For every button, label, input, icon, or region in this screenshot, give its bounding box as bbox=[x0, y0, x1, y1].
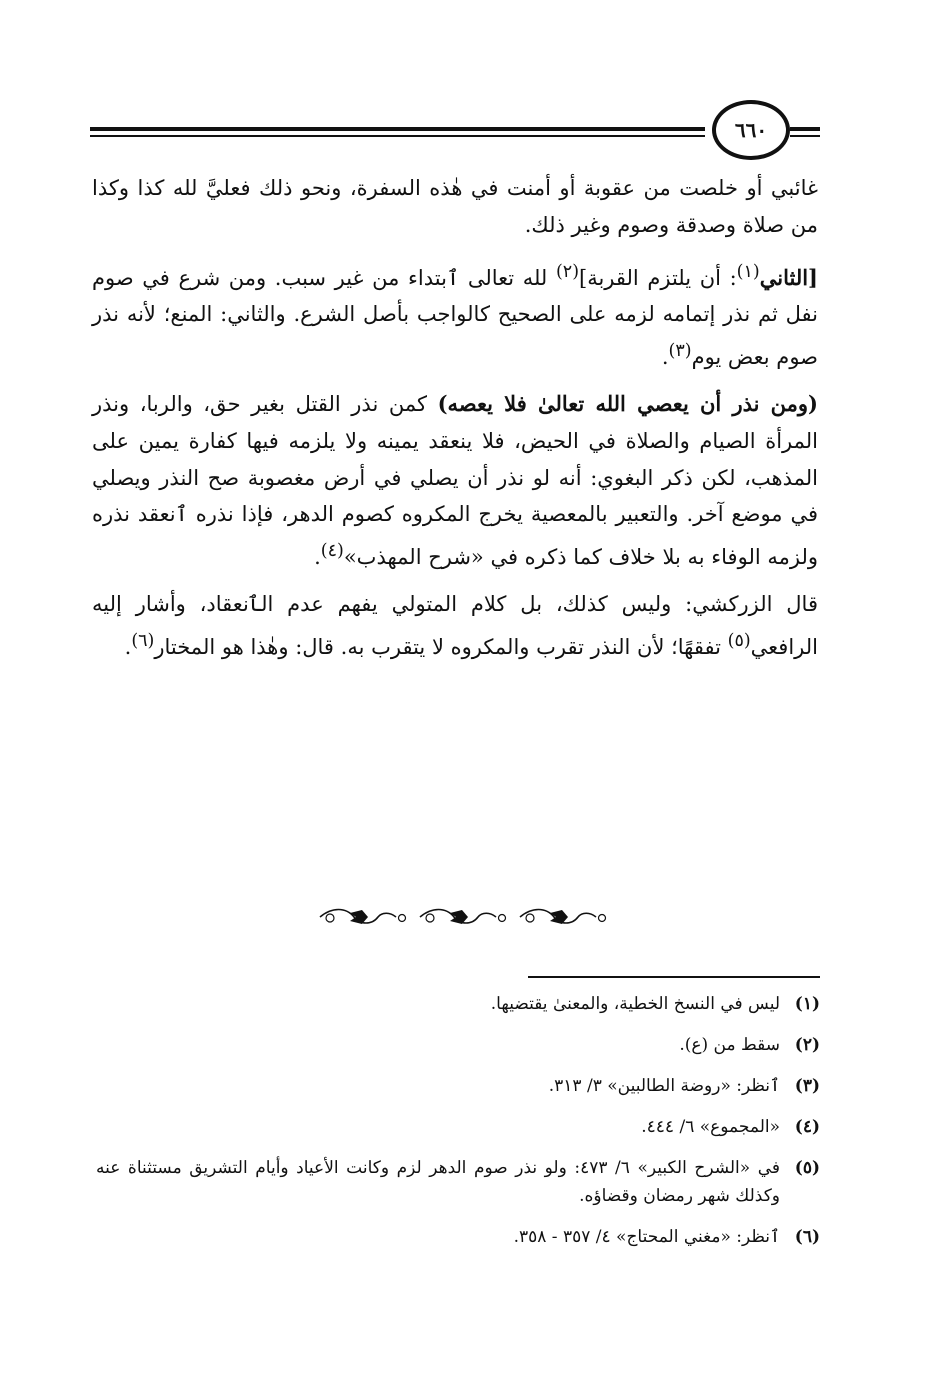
footnote-item bbox=[96, 1154, 820, 1210]
footnote-text: «المجموع» ٦/ ٤٤٤. bbox=[641, 1117, 780, 1137]
footnote-ref-5: (٥) bbox=[727, 630, 751, 651]
footnote-text: ٱنظر: «روضة الطالبين» ٣/ ٣١٣. bbox=[548, 1076, 780, 1096]
footnote-number: (٢) bbox=[794, 1035, 820, 1055]
footnote-text: ٱنظر: «مغني المحتاج» ٤/ ٣٥٧ - ٣٥٨. bbox=[513, 1227, 780, 1247]
paragraph-4 bbox=[92, 586, 818, 666]
footnote-number: (٥) bbox=[794, 1158, 820, 1178]
footnote-number: (١) bbox=[794, 994, 820, 1014]
header-rule-thin bbox=[90, 135, 705, 137]
footnote-number: (٦) bbox=[794, 1227, 820, 1247]
paragraph-1-text: غائبي أو خلصت من عقوبة أو أمنت في هٰذه السفرة، ونحو ذلك فعليَّ لله كذا وكذا من صلاة وصدقة وصوم وغير ذلك. bbox=[92, 176, 818, 237]
footnote-ref-1: (١) bbox=[736, 261, 760, 282]
footnote-item bbox=[96, 1113, 820, 1141]
footnote-ref-2: (٢) bbox=[555, 261, 580, 282]
paragraph-4-b: تفقهًا؛ لأن النذر تقرب والمكروه لا يتقرب به. قال: وهٰذا هو المختار bbox=[154, 634, 728, 659]
header-rule-right-thick bbox=[790, 127, 820, 131]
footnote-item bbox=[96, 990, 820, 1018]
footnote-text: سقط من (ع). bbox=[679, 1035, 780, 1055]
paragraph-3 bbox=[92, 386, 818, 576]
page-header bbox=[90, 100, 820, 164]
footnote-item bbox=[96, 1072, 820, 1100]
paragraph-3-label: (ومن نذر أن يعصي الله تعالىٰ فلا يعصه) bbox=[437, 390, 818, 416]
header-rule-right-thin bbox=[790, 135, 820, 137]
page-number: ٦٦٠ bbox=[712, 100, 790, 160]
footnote-ref-3: (٣) bbox=[668, 341, 692, 362]
footnote-number: (٣) bbox=[794, 1076, 820, 1096]
footnote-text: في «الشرح الكبير» ٦/ ٤٧٣: ولو نذر صوم الدهر لزم وكانت الأعياد وأيام التشريق مستثناة عنه وكذلك شهر رمضان وقضاؤه. bbox=[96, 1158, 781, 1206]
footnote-number: (٤) bbox=[794, 1117, 820, 1137]
paragraph-3-final: . bbox=[314, 545, 321, 570]
footnote-ref-4: (٤) bbox=[320, 541, 344, 562]
paragraph-2-final: . bbox=[661, 345, 669, 370]
main-body-text bbox=[92, 170, 818, 676]
footnote-text: ليس في النسخ الخطية، والمعنىٰ يقتضيها. bbox=[490, 994, 780, 1014]
footnote-ref-6: (٦) bbox=[131, 630, 155, 651]
decorative-ornament bbox=[312, 902, 612, 932]
footnote-item bbox=[96, 1031, 820, 1059]
paragraph-2-label: [الثاني bbox=[759, 264, 818, 290]
paragraph-2-mid: : أن يلتزم القربة] bbox=[579, 265, 737, 290]
footnotes bbox=[96, 990, 820, 1264]
paragraph-1 bbox=[92, 170, 818, 244]
header-rule-thick bbox=[90, 127, 705, 131]
footnote-divider bbox=[528, 976, 820, 978]
paragraph-4-final: . bbox=[124, 634, 132, 659]
footnote-item bbox=[96, 1223, 820, 1251]
paragraph-2 bbox=[92, 254, 818, 376]
paragraph-3-text: كمن نذر القتل بغير حق، والربا، ونذر المرأة الصيام والصلاة في الحيض، فلا ينعقد يمينه ولا يلزمه فيها كفارة يمين على المذهب، لكن ذكر البغوي: أنه لو نذر أن يصلي في أرض مغصوبة صح النذر ويصلي في موضع آخر. والتعبير بالمعصية يخرج المكروه كصوم الدهر، فإذا نذره ٱنعقد نذره ولزمه الوفاء به بلا خلاف كما ذكره في «شرح المهذب» bbox=[92, 391, 818, 570]
paragraph-4-a: قال الزركشي: وليس كذلك، بل كلام المتولي يفهم عدم الٱنعقاد، وأشار إليه الرافعي bbox=[92, 591, 818, 659]
paragraph-2-end: لله تعالى ٱبتداء من غير سبب. ومن شرع في صوم نفل ثم نذر إتمامه لزمه على الصحيح كالواجب بأصل الشرع. والثاني: المنع؛ لأنه نذر صوم بعض يوم bbox=[92, 265, 818, 370]
